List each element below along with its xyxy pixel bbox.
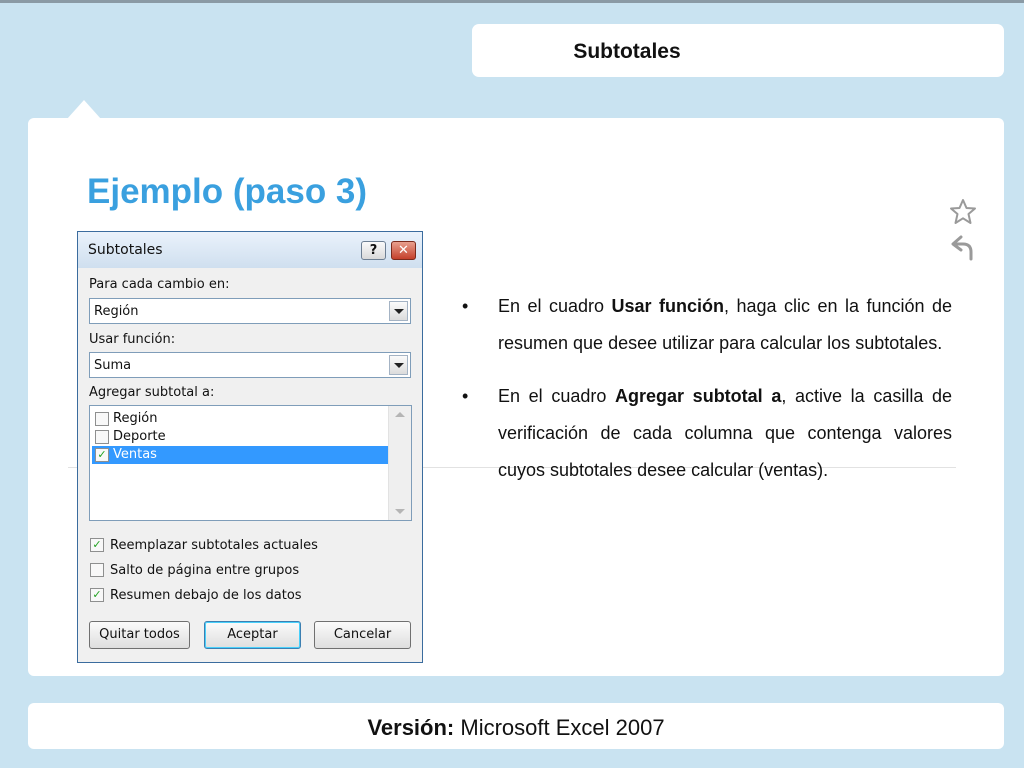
remove-all-button[interactable]: Quitar todos — [89, 621, 190, 649]
help-button[interactable]: ? — [361, 241, 386, 260]
list-item-label: Ventas — [113, 447, 157, 462]
option-label: Salto de página entre grupos — [110, 563, 300, 578]
list-item[interactable] — [92, 410, 390, 428]
checkbox[interactable]: ✓ — [95, 448, 109, 462]
checkbox[interactable]: ✓ — [90, 588, 104, 602]
checkbox[interactable]: ✓ — [90, 538, 104, 552]
version-value: Microsoft Excel 2007 — [454, 715, 665, 740]
header-box — [472, 24, 1004, 77]
bullet-item — [462, 288, 952, 362]
list-item-label: Región — [113, 411, 158, 426]
list-scrollbar[interactable] — [388, 406, 411, 520]
bullet-marker: • — [462, 386, 469, 406]
bullet-text: , haga clic en la función de resumen que desee utilizar para calcular los subtotales. — [498, 296, 952, 353]
function-label: Usar función: — [89, 332, 176, 347]
dialog-title: Subtotales — [88, 242, 163, 258]
group-by-label: Para cada cambio en: — [89, 277, 230, 292]
add-subtotal-label: Agregar subtotal a: — [89, 385, 215, 400]
version-label: Versión: — [367, 715, 455, 740]
columns-list[interactable] — [89, 405, 412, 521]
accept-button[interactable]: Aceptar — [204, 621, 301, 649]
cancel-button[interactable]: Cancelar — [314, 621, 411, 649]
bullet-text: En el cuadro — [498, 386, 616, 406]
card-notch — [67, 100, 101, 119]
star-icon[interactable] — [948, 197, 978, 227]
option-label: Reemplazar subtotales actuales — [110, 538, 318, 553]
option-label: Resumen debajo de los datos — [110, 588, 302, 603]
scroll-down-icon[interactable] — [395, 509, 405, 514]
list-item[interactable] — [92, 428, 390, 446]
undo-arrow-icon[interactable] — [948, 232, 978, 262]
bullet-marker: • — [462, 296, 469, 316]
top-border — [0, 0, 1024, 3]
list-item-label: Deporte — [113, 429, 166, 444]
checkbox[interactable] — [95, 412, 109, 426]
dialog-titlebar — [78, 232, 422, 268]
instructions — [462, 288, 952, 489]
checkbox[interactable] — [90, 563, 104, 577]
list-item[interactable] — [92, 446, 390, 464]
subtotals-dialog — [77, 231, 423, 663]
function-select[interactable] — [89, 352, 411, 378]
function-value: Suma — [94, 358, 132, 373]
bullet-bold-text: Usar función — [611, 296, 724, 316]
scroll-up-icon[interactable] — [395, 412, 405, 417]
footer-bar — [28, 703, 1004, 749]
group-by-select[interactable] — [89, 298, 411, 324]
chevron-down-icon[interactable] — [389, 355, 408, 375]
bullet-item — [462, 378, 952, 489]
bullet-text: , active la casilla de verificación de cada columna que contenga valores cuyos subtotales desee calcular (ventas). — [498, 386, 953, 480]
slide-title: Ejemplo (paso 3) — [87, 172, 368, 211]
group-by-value: Región — [94, 304, 139, 319]
bullet-bold-text: Agregar subtotal a — [615, 386, 782, 406]
bullet-text: En el cuadro — [498, 296, 612, 316]
close-button[interactable]: ✕ — [391, 241, 416, 260]
chevron-down-icon[interactable] — [389, 301, 408, 321]
header-title: Subtotales — [573, 40, 681, 63]
checkbox[interactable] — [95, 430, 109, 444]
